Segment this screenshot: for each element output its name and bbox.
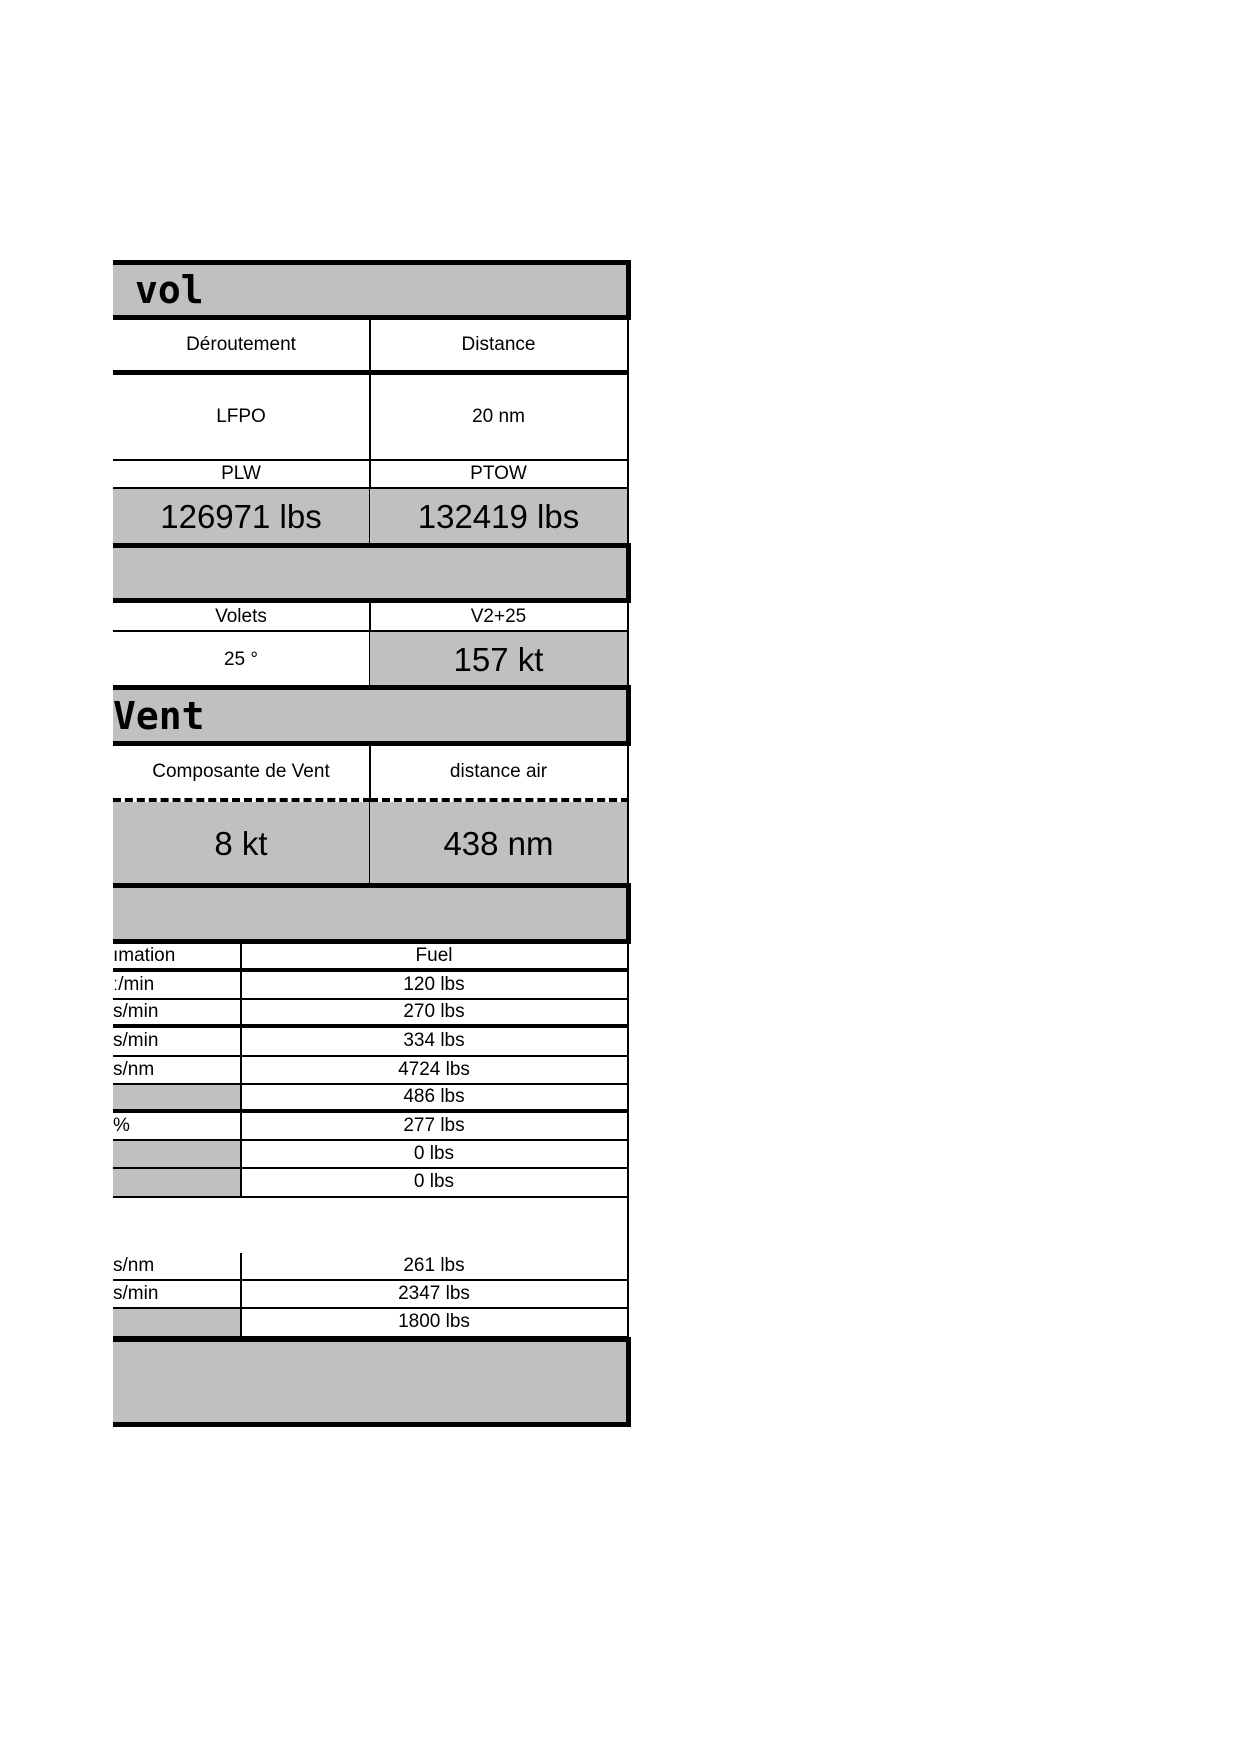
value-ptow: 132419 lbs <box>370 489 629 545</box>
header-distance: Distance <box>370 320 629 375</box>
fuel-row-label: s/min <box>113 1000 242 1028</box>
fuel-row-value: 120 lbs <box>241 972 629 1000</box>
fuel-row-label: s/nm <box>113 1057 242 1085</box>
value-plw: 126971 lbs <box>113 489 371 545</box>
fuel-row-value: 2347 lbs <box>241 1281 629 1309</box>
section-bar-empty <box>113 543 631 603</box>
section-header-vol: vol <box>113 260 631 320</box>
fuel-row-label <box>113 1169 242 1197</box>
fuel-header-right: Fuel <box>241 944 629 972</box>
fuel-row-value: 270 lbs <box>241 1000 629 1028</box>
fuel-blank-area <box>241 1197 629 1253</box>
value-air-distance: 438 nm <box>370 802 629 885</box>
section-header-vent: Vent <box>113 685 631 746</box>
fuel-row-label: % <box>113 1113 242 1141</box>
value-volets: 25 ° <box>113 632 371 687</box>
fuel-row-label: s/nm <box>113 1253 242 1281</box>
fuel-row-value: 486 lbs <box>241 1085 629 1113</box>
fuel-row-value: 1800 lbs <box>241 1309 629 1337</box>
fuel-row-label <box>113 1085 242 1113</box>
fuel-row-label <box>113 1309 242 1337</box>
fuel-row-value: 277 lbs <box>241 1113 629 1141</box>
fuel-row-value: 334 lbs <box>241 1028 629 1056</box>
fuel-row-label: s/min <box>113 1281 242 1309</box>
fuel-row-value: 4724 lbs <box>241 1057 629 1085</box>
fuel-header-left: ımation <box>113 944 242 972</box>
fuel-row-label <box>113 1141 242 1169</box>
label-wind-component: Composante de Vent <box>113 746 371 802</box>
label-v2: V2+25 <box>370 603 629 632</box>
fuel-row-label: ː/min <box>113 972 242 1000</box>
fuel-row-value: 261 lbs <box>241 1253 629 1281</box>
header-deroutement: Déroutement <box>113 320 371 375</box>
value-v2: 157 kt <box>370 632 629 687</box>
label-volets: Volets <box>113 603 371 632</box>
fuel-row-label: s/min <box>113 1028 242 1056</box>
section-bar-fuel <box>113 883 631 944</box>
fuel-row-value: 0 lbs <box>241 1169 629 1197</box>
value-wind-component: 8 kt <box>113 802 371 885</box>
label-air-distance: distance air <box>370 746 629 802</box>
fuel-row-value: 0 lbs <box>241 1141 629 1169</box>
label-ptow: PTOW <box>370 461 629 489</box>
diversion-airport: LFPO <box>113 375 371 461</box>
diversion-distance: 20 nm <box>370 375 629 461</box>
label-plw: PLW <box>113 461 371 489</box>
section-bar-bottom <box>113 1337 631 1427</box>
